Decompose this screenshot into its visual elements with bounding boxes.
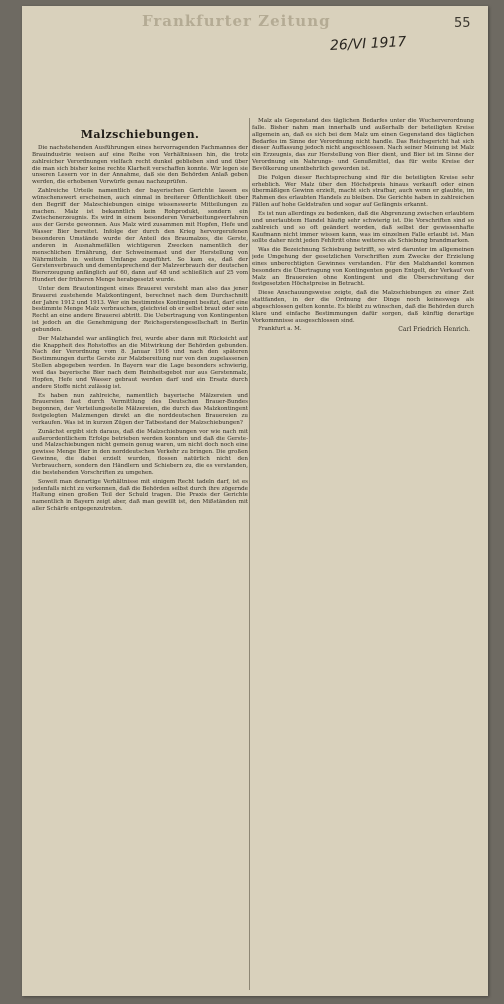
- paragraph: Der Malzhandel war anfänglich frei, wurde aber dann mit Rücksicht auf die Knappheit des Rohstoffes an die Mitwirkung der Behörden gebunden. Nach der Verordnung vom 8. Januar 1916 und nach den späteren Bestimmungen durfte Gerste zur Malzbereitung nur von den zugelassenen Stellen abgegeben werden. In Bayern war die Lage besonders schwierig, weil das bayerische Bier nach dem Reinheitsgebot nur aus Gerstenmalz, Hopfen, Hefe und Wasser gebraut werden darf und ein Ersatz durch andere Stoffe nicht zulässig ist.: [32, 335, 248, 390]
- paragraph: Es haben nun zahlreiche, namentlich bayerische Mälzereien und Brauereien fast durch Vermittlung des Deutschen Brauer-Bundes begonnen, der Verteilungsstelle Mälzereien, die durch das Malzkontingent festgelegten Malzmengen direkt an die norddeutschen Brauereien zu verkaufen. Was ist in kurzen Zügen der Tatbestand der Malzschiebungen?: [32, 392, 248, 426]
- newspaper-masthead: Frankfurter Zeitung: [142, 12, 331, 30]
- paragraph: Zunächst ergibt sich daraus, daß die Malzschiebungen vor wie nach mit außerordentlichem Erfolge betrieben werden konnten und daß die Gerste- und Malzschiebungen nicht gemein genug waren, um nicht doch noch eine gewisse Menge Bier in den norddeutschen Verkehr zu bringen. Die großen Gewinne, die dabei erzielt wurden, flossen natürlich nicht den Verbrauchern, sondern den Händlern und Schiebern zu, die es verstanden, die bestehenden Vorschriften zu umgehen.: [32, 428, 248, 476]
- paragraph: Unter dem Brautontingent eines Brauerei versteht man also das jener Brauerei zustehende Malzkontingent, berechnet nach dem Durchschnitt der Jahre 1912 und 1913. Wer ein bestimmtes Kontingent besitzt, darf eine bestimmte Menge Malz verbrauchen, gleichviel ob er selbst braut oder sein Recht an eine andere Brauerei abtritt. Die Uebertragung von Kontingenten ist jedoch an die Genehmigung der Reichsgerstengesellschaft in Berlin gebunden.: [32, 285, 248, 333]
- article-right-column: [252, 118, 474, 798]
- article-left-column: [32, 120, 248, 992]
- author-signature: [252, 326, 474, 333]
- paragraph: Malz als Gegenstand des täglichen Bedarfes unter die Wucherverordnung falle. Bisher nahm man innerhalb und außerhalb der beteiligten Kreise allgemein an, daß es sich bei dem Malz um einen Gegenstand des täglichen Bedarfes im Sinne der Verordnung nicht handle. Das Reichsgericht hat sich dieser Auffassung jedoch nicht angeschlossen. Nach seiner Meinung ist Malz ein Erzeugnis, das zur Herstellung von Bier dient, und Bier ist im Sinne der Verordnung ein Nahrungs- und Genußmittel, das für weite Kreise der Bevölkerung unentbehrlich geworden ist.: [252, 118, 474, 172]
- article-headline: Malzschiebungen.: [80, 128, 200, 141]
- paragraph: Es ist nun allerdings zu bedenken, daß die Abgrenzung zwischen erlaubtem und unerlaubtem Handel häufig sehr schwierig ist. Die Vorschriften sind so zahlreich und so oft geändert worden, daß selbst der gewissenhafte Kaufmann nicht immer wissen kann, was im einzelnen Falle erlaubt ist. Man sollte daher nicht jeden Fehltritt ohne weiteres als Schiebung brandmarken.: [252, 210, 474, 245]
- page-number: 55: [454, 16, 471, 31]
- column-divider: [249, 118, 250, 990]
- paragraph: Was die Bezeichnung Schiebung betrifft, so wird darunter im allgemeinen jede Umgehung der gesetzlichen Vorschriften zum Zwecke der Erzielung eines unberechtigten Gewinnes verstanden. Für den Malzhandel kommen besonders die Übertragung von Kontingenten gegen Entgelt, der Verkauf von Malz an Brauereien ohne Kontingent und die Überschreitung der festgesetzten Höchstpreise in Betracht.: [252, 247, 474, 288]
- paragraph: Diese Anschauungsweise zeigte, daß die Malzschiebungen zu einer Zeit stattfanden, in der die Ordnung der Dinge noch keineswegs als abgeschlossen gelten konnte. Es bleibt zu wünschen, daß die Behörden durch klare und einfache Bestimmungen dafür sorgen, daß künftig derartige Vorkommnisse ausgeschlossen sind.: [252, 290, 474, 324]
- paragraph: Soweit man derartige Verhältnisse mit einigem Recht tadeln darf, ist es jedenfalls nicht zu verkennen, daß die Behörden selbst durch ihre zögernde Haltung einen großen Teil der Schuld tragen. Die Praxis der Gerichte namentlich in Bayern zeigt aber, daß man gewillt ist, den Mißständen mit aller Schärfe entgegenzutreten.: [32, 478, 248, 513]
- paragraph: Die nachstehenden Ausführungen eines hervorragenden Fachmannes der Brauindustrie weisen auf eine Reihe von Verhältnissen hin, die trotz zahlreicher Verordnungen vielfach recht dunkel geblieben sind und über die man sich bisher keine rechte Klarheit verschaffen konnte. Wir legen sie unseren Lesern vor in der Annahme, daß sie den Behörden Anlaß geben werden, die erhobenen Vorwürfe genau nachzuprüfen.: [32, 145, 248, 186]
- handwritten-date: 26/VI 1917: [329, 34, 407, 54]
- signature-name: Carl Friedrich Henrich.: [398, 326, 470, 334]
- paragraph: Zahlreiche Urteile namentlich der bayerischen Gerichte lassen es wünschenswert erscheinen, auch einmal in breiterer Öffentlichkeit über den Begriff der Malzschiebungen einige wissenswerte Mitteilungen zu machen. Malz ist bekanntlich kein Rohprodukt, sondern ein Zwischenerzeugnis. Es wird in einem besonderen Verarbeitungsverfahren aus der Gerste gewonnen. Aus Malz wird zusammen mit Hopfen, Hefe und Wasser Bier bereitet. Infolge der durch den Krieg hervorgerufenen besonderen Umstände wurde der Anteil des Braumalzes, die Gerste, anderen in Ausnahmefällen wichtigeren Zwecken namentlich der menschlichen Ernährung, der Schweinemast und der Herstellung von Nährmitteln in weitem Umfange zugeführt. So kam es, daß der Gerstenverbrauch und dementsprechend der Malzverbrauch der deutschen Biererzeugung anfänglich auf 60, dann auf 48 und schließlich auf 25 vom Hundert der früheren Menge herabgesetzt wurde.: [32, 188, 248, 284]
- signature-place: Frankfurt a. M.: [258, 326, 302, 333]
- paragraph: Die Folgen dieser Rechtsprechung sind für die beteiligten Kreise sehr erheblich. Wer Malz über den Höchstpreis hinaus verkauft oder einen übermäßigen Gewinn erzielt, macht sich strafbar, auch wenn er glaubte, im Rahmen des erlaubten Handels zu bleiben. Die Gerichte haben in zahlreichen Fällen auf hohe Geldstrafen und sogar auf Gefängnis erkannt.: [252, 174, 474, 209]
